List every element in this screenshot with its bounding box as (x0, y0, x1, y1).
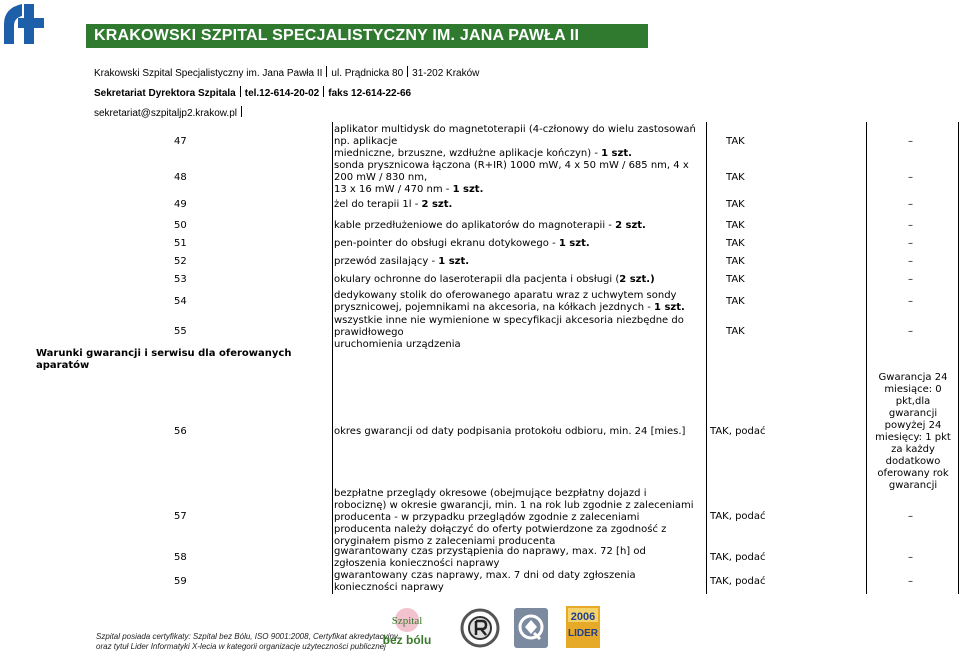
row-number: 54 (174, 296, 187, 307)
tak-value: TAK, podać (710, 576, 766, 587)
separator (240, 86, 241, 97)
row-number: 56 (174, 426, 187, 437)
description-line: dedykowany stolik do oferowanego aparatu wraz z uchwytem sondy (334, 290, 677, 301)
tak-value: TAK (726, 256, 745, 267)
row-number: 53 (174, 274, 187, 285)
tak-value: TAK (726, 172, 745, 183)
separator (326, 66, 327, 77)
description-line: producenta należy dołączyć do oferty potwierdzone za zgodność z (334, 524, 667, 535)
email-line (94, 106, 246, 120)
column-divider (866, 122, 867, 594)
description-line: oryginałem pismo z zaleceniami producenta (334, 536, 556, 547)
tak-value: TAK (726, 296, 745, 307)
description-text: kable przedłużeniowe do aplikatorów do magnoterapii - (334, 220, 616, 231)
quantity-text: 1 szt. (558, 238, 590, 249)
description-line (334, 148, 704, 160)
column-divider (958, 122, 959, 594)
dash-value: – (908, 238, 913, 249)
szpital-bez-bolu-logo (378, 606, 436, 650)
warranty-scoring (868, 372, 958, 492)
separator (241, 106, 242, 117)
row-description (334, 124, 704, 160)
description-line: uruchomienia urządzenia (334, 339, 461, 350)
description-line: bezpłatne przeglądy okresowe (obejmujące bezpłatny dojazd i (334, 488, 647, 499)
quantity-text: 2 szt. (619, 274, 651, 285)
row-description (334, 315, 704, 351)
row-description (334, 220, 704, 232)
iso-certificate-icon (460, 606, 500, 650)
description-line: gwarantowany czas przystąpienia do naprawy, max. 72 [h] od (334, 546, 646, 557)
row-description (334, 290, 704, 314)
dash-value: – (908, 326, 913, 337)
description-line: robociznę) w okresie gwarancji, min. 1 na rok lub zgodnie z zaleceniami (334, 500, 694, 511)
description-text: prysznicowej, pojemnikami na akcesoria, na kółkach jezdnych - (334, 302, 655, 313)
description-text: miedniczne, brzuszne, wzdłużne aplikacje kończyn) - (334, 148, 602, 159)
scoring-line: pkt,dla (895, 396, 931, 407)
dash-value: – (908, 296, 913, 307)
scoring-line: miesięcy: 1 pkt (875, 432, 951, 443)
description-text: 13 x 16 mW / 470 nm - (334, 184, 453, 195)
tak-value: TAK (726, 199, 745, 210)
dash-value: – (908, 511, 913, 522)
dash-value: – (908, 274, 913, 285)
row-number: 51 (174, 238, 187, 249)
quantity-text: 1 szt. (438, 256, 470, 267)
lider-2006-award-icon (564, 604, 602, 650)
tak-value: TAK, podać (710, 552, 766, 563)
secretariat-title: Sekretariat Dyrektora Szpitala (94, 88, 236, 99)
address-line (94, 66, 479, 80)
description-line: konieczności naprawy (334, 582, 444, 593)
tak-value: TAK, podać (710, 511, 766, 522)
tak-value: TAK (726, 326, 745, 337)
quantity-text: 2 szt. (421, 199, 453, 210)
quantity-text: 1 szt. (654, 302, 685, 313)
row-number: 50 (174, 220, 187, 231)
tak-value: TAK (726, 274, 745, 285)
description-line (334, 184, 704, 196)
row-number: 59 (174, 576, 187, 587)
accreditation-icon (512, 606, 550, 650)
description-line: aplikator multidysk do magnetoterapii (4-członowy do wielu zastosowań (334, 124, 696, 135)
dash-value: – (908, 256, 913, 267)
row-description (334, 274, 704, 286)
row-number: 48 (174, 172, 187, 183)
tak-value: TAK (726, 220, 745, 231)
description-line: producenta - w przypadku przeglądów zgodnie z zaleceniami (334, 512, 640, 523)
scoring-line: za każdy (891, 444, 935, 455)
address-name: Krakowski Szpital Specjalistyczny im. Jana Pawła II (94, 68, 323, 79)
secretariat-phone: tel.12-614-20-02 (244, 88, 320, 99)
address-city: 31-202 Kraków (412, 68, 480, 79)
separator (323, 86, 324, 97)
row-description (334, 160, 704, 196)
logo-text: 2006 (570, 611, 596, 623)
description-line: zgłoszenia konieczności naprawy (334, 558, 500, 569)
row-number: 57 (174, 511, 187, 522)
secretariat-fax: faks 12-614-22-66 (328, 88, 412, 99)
row-number: 55 (174, 326, 187, 337)
description-line: wszystkie inne nie wymienione w specyfikacji akcesoria niezbędne do (334, 315, 684, 326)
description-line (334, 302, 704, 314)
logo-text: LIDER (568, 628, 598, 639)
row-number: 47 (174, 136, 187, 147)
description-text: ) (650, 274, 655, 285)
certificates-line: oraz tytuł Lider Informatyki X-lecia w kategorii organizacje użyteczności publicznej (96, 642, 386, 651)
dash-value: – (908, 199, 913, 210)
certificates-text (96, 632, 398, 652)
row-description (334, 256, 704, 268)
scoring-line: gwarancji (888, 408, 938, 419)
row-number: 49 (174, 199, 187, 210)
dash-value: – (908, 220, 913, 231)
description-line: sonda prysznicowa łączona (R+IR) 1000 mW, 4 x 50 mW / 685 nm, 4 x (334, 160, 689, 171)
quantity-text: 2 szt. (615, 220, 646, 231)
scoring-line: miesiące: 0 (884, 384, 942, 395)
tak-value: TAK (726, 136, 745, 147)
description-text: pen-pointer do obsługi ekranu dotykowego - (334, 238, 559, 249)
description-line: prawidłowego (334, 327, 404, 338)
dash-value: – (908, 136, 913, 147)
secretariat-line (94, 86, 411, 100)
row-description (334, 488, 704, 548)
hospital-name-banner: KRAKOWSKI SZPITAL SPECJALISTYCZNY IM. JANA PAWŁA II (86, 24, 648, 48)
dash-value: – (908, 172, 913, 183)
description-line: gwarantowany czas naprawy, max. 7 dni od daty zgłoszenia (334, 570, 636, 581)
certificates-line: Szpital posiada certyfikaty: Szpital bez Bólu, ISO 9001:2008, Certyfikat akredytacyjny (96, 632, 398, 641)
logo-text: bez bólu (382, 633, 432, 647)
row-description (334, 546, 704, 570)
description-line: np. aplikacje (334, 136, 398, 147)
tak-value: TAK (726, 238, 745, 249)
email-link[interactable]: sekretariat@szpitaljp2.krakow.pl (94, 108, 237, 119)
scoring-line: gwarancji (888, 480, 938, 491)
row-number: 58 (174, 552, 187, 563)
equipment-table (0, 122, 960, 594)
dash-value: – (908, 552, 913, 563)
scoring-line: powyżej 24 (884, 420, 942, 431)
footer (0, 604, 960, 652)
logo-text: Szpital (391, 615, 423, 627)
warranty-section-heading: Warunki gwarancji i serwisu dla oferowanych aparatów (36, 348, 292, 371)
quantity-text: 1 szt. (452, 184, 484, 195)
description-text: żel do terapii 1l - (334, 199, 422, 210)
address-street: ul. Prądnicka 80 (331, 68, 404, 79)
row-description (334, 238, 704, 250)
row-description (334, 199, 704, 211)
tak-value: TAK, podać (710, 426, 766, 437)
row-description (334, 570, 704, 594)
column-divider (332, 122, 333, 594)
dash-value: – (908, 576, 913, 587)
description-text: okulary ochronne do laseroterapii dla pacjenta i obsługi ( (334, 274, 620, 285)
separator (407, 66, 408, 77)
scoring-line: Gwarancja 24 (878, 372, 948, 383)
description-text: przewód zasilający - (334, 256, 439, 267)
quantity-text: 1 szt. (601, 148, 632, 159)
column-divider (706, 122, 707, 594)
scoring-line: oferowany rok (877, 468, 949, 479)
scoring-line: dodatkowo (885, 456, 941, 467)
hospital-logo-icon (0, 0, 48, 44)
row-number: 52 (174, 256, 187, 267)
row-description: okres gwarancji od daty podpisania protokołu odbioru, min. 24 [mies.] (334, 426, 686, 437)
description-line: 200 mW / 830 nm, (334, 172, 428, 183)
